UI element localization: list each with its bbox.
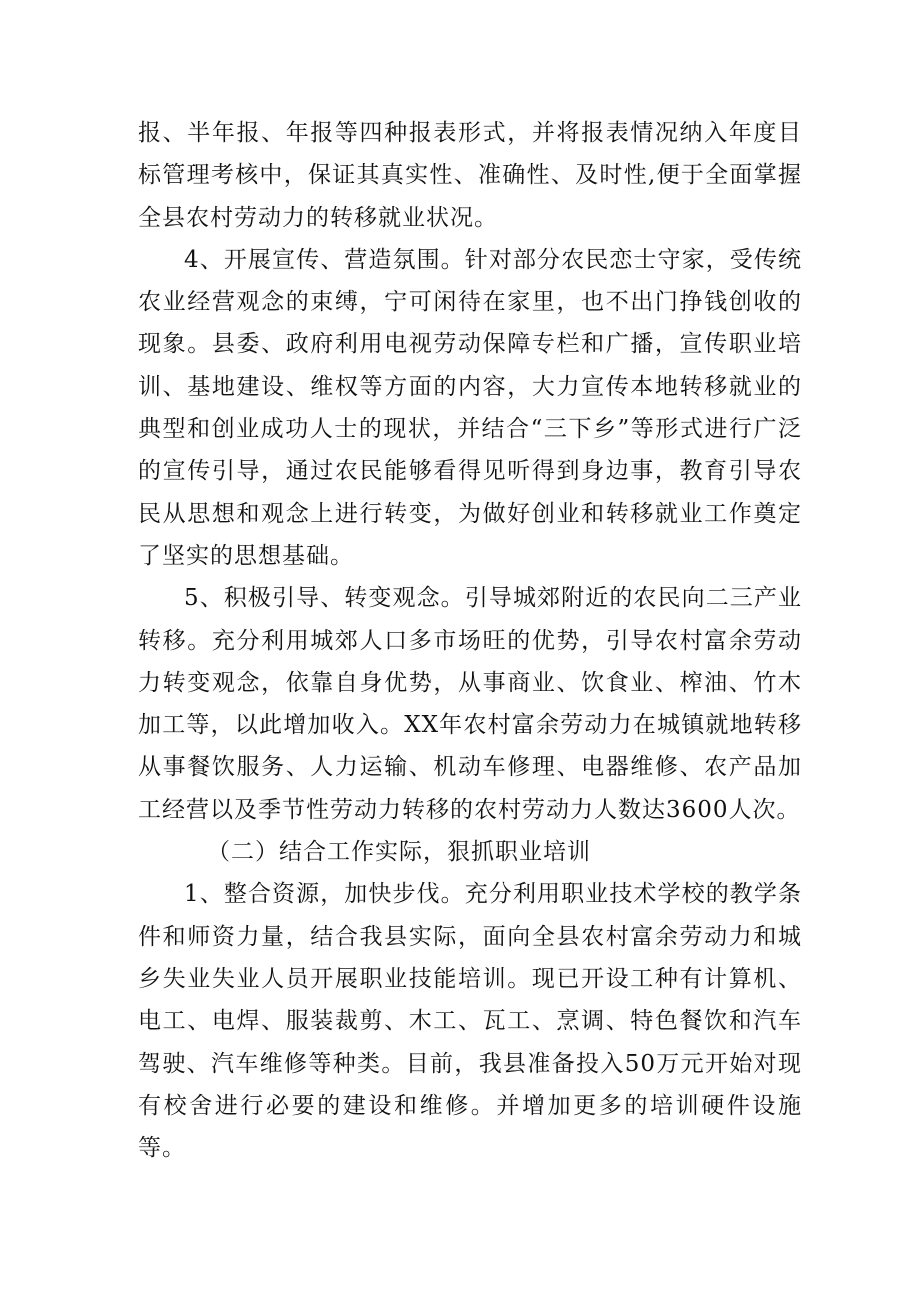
paragraph-guidance: 5、积极引导、转变观念。引导城郊附近的农民向二三产业转移。充分利用城郊人口多市场旺的优势，引导农村富余劳动力转变观念，依靠自身优势，从事商业、饮食业、榨油、竹木加工等，以此增加收入。XX年农村富余劳动力在城镇就地转移从事餐饮服务、人力运输、机动车修理、电器维修、农产品加工经营以及季节性劳动力转移的农村劳动力人数达3600人次。 bbox=[138, 585, 802, 823]
paragraph-publicity: 4、开展宣传、营造氛围。针对部分农民恋士守家，受传统农业经营观念的束缚，宁可闲待在家里，也不出门挣钱创收的现象。县委、政府利用电视劳动保障专栏和广播，宣传职业培训、基地建设、维权等方面的内容，大力宣传本地转移就业的典型和创业成功人士的现状，并结合“三下乡”等形式进行广泛的宣传引导，通过农民能够看得见听得到身边事，教育引导农民从思想和观念上进行转变，为做好创业和转移就业工作奠定了坚实的思想基础。 bbox=[138, 246, 802, 569]
section-heading: （二）结合工作实际，狠抓职业培训 bbox=[207, 839, 591, 866]
paragraph-resources: 1、整合资源，加快步伐。充分利用职业技术学校的教学条件和师资力量，结合我县实际，面向全县农村富余劳动力和城乡失业失业人员开展职业技能培训。现已开设工种有计算机、电工、电焊、服装裁剪、木工、瓦工、烹调、特色餐饮和汽车驾驶、汽车维修等种类。目前，我县准备投入50万元开始对现有校舍进行必要的建设和维修。并增加更多的培训硬件设施等。 bbox=[138, 881, 802, 1162]
document-body bbox=[138, 112, 802, 1169]
paragraph-continuation: 报、半年报、年报等四种报表形式，并将报表情况纳入年度目标管理考核中，保证其真实性、准确性、及时性,便于全面掌握全县农村劳动力的转移就业状况。 bbox=[138, 120, 802, 231]
